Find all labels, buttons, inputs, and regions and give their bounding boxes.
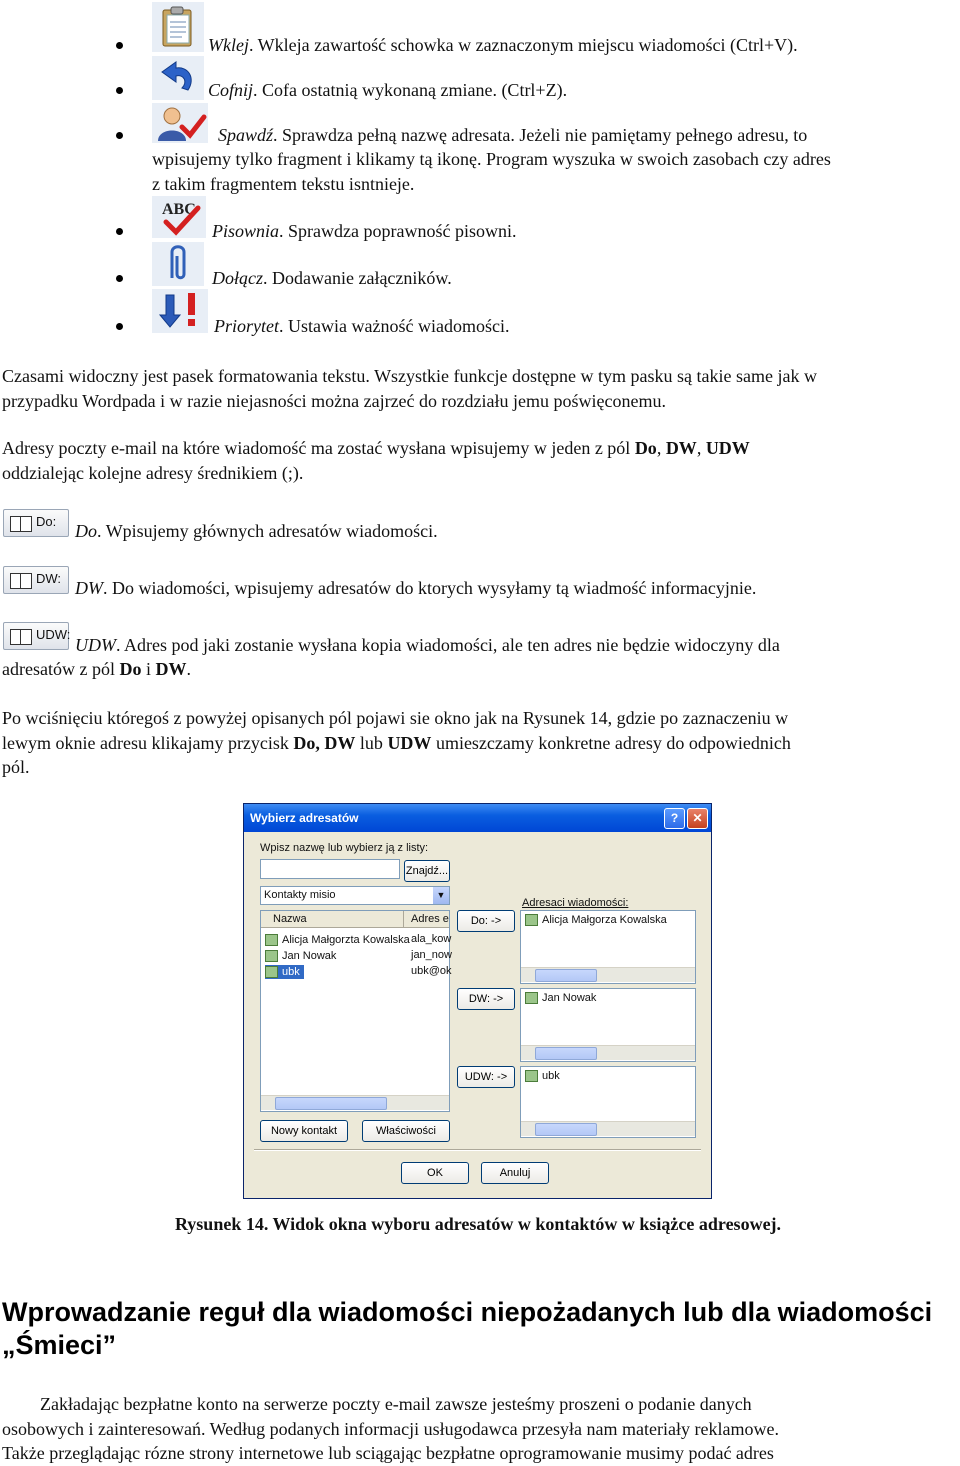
check-names-description-l2: wpisujemy tylko fragment i klikamy tą ikonę. Program wyszuka w swoich zasobach czy adres [152,149,831,169]
paragraph-line: Po wciśnięciu któregoś z powyżej opisanych pól pojawi sie okno jak na Rysunek 14, gdzie po zaznaczeniu w [2,708,789,728]
scroll-thumb[interactable] [535,1123,597,1136]
dialog-titlebar [244,804,711,832]
spelling-description: Pisownia. Sprawdza poprawność pisowni. [212,221,517,241]
item-name: Pisownia [212,221,280,241]
paragraph-line [2,731,958,756]
bullet [116,132,123,139]
find-button[interactable]: Znajdź... [404,860,450,882]
paragraph-line [2,436,958,461]
field-name: Do [75,521,97,541]
column-divider [403,911,404,927]
field-name: DW [75,578,103,598]
svg-text:ABC: ABC [162,201,196,218]
item-name: Dołącz [212,268,263,288]
text: . [186,659,191,679]
clipboard-icon [152,2,204,52]
cc-field-description: DW. Do wiadomości, wpisujemy adresatów do ktorych wysyłamy tą wiadmość informacyjnie. [75,578,757,598]
field-name: UDW [705,438,750,458]
close-button[interactable]: ✕ [687,808,708,829]
cancel-button[interactable]: Anuluj [481,1162,549,1184]
item-name: Cofnij [208,80,254,100]
bullet [116,228,123,235]
contact-card-icon [525,1070,538,1082]
bullet [116,323,123,330]
text: i [141,659,156,679]
scroll-thumb[interactable] [535,969,597,982]
check-names-description-l3: z takim fragmentem tekstu isntnieje. [152,174,415,194]
contact-card-icon [525,914,538,926]
final-paragraph [2,1392,958,1466]
contact-email: ala_kow [411,933,452,945]
contact-row[interactable] [265,933,410,947]
address-book-icon [10,629,32,645]
field-desc: Adres pod jaki zostanie wysłana kopia wiadomości, ale ten adres nie będzie widoczyny dla [124,635,780,655]
new-contact-button[interactable]: Nowy kontakt [260,1120,348,1142]
figure-caption: Rysunek 14. Widok okna wyboru adresatów w kontaktów w książce adresowej. [174,1214,782,1234]
field-name: UDW [75,635,116,655]
search-label: Wpisz nazwę lub wybierz ją z listy: [260,842,429,854]
contact-row[interactable] [265,949,336,963]
contact-name: Alicja Małgorzta Kowalska [282,934,410,946]
spelling-icon [152,196,206,238]
horizontal-scrollbar[interactable] [521,967,695,982]
recipients-label: Adresaci wiadomości: [522,897,629,909]
contact-name: Jan Nowak [282,950,337,962]
item-desc: Ustawia ważność wiadomości. [288,316,510,336]
attach-description: Dołącz. Dodawanie załączników. [212,268,452,288]
bullet [116,42,123,49]
select-value: Kontakty misio [264,889,336,901]
undo-description: Cofnij. Cofa ostatnią wykonaną zmiane. (Ctrl+Z). [208,80,568,100]
bcc-field-button [3,622,69,650]
text: umieszczamy konkretne adresy do odpowiednich [431,732,791,753]
scroll-thumb[interactable] [535,1047,597,1060]
contact-card-icon [265,950,278,962]
check-names-icon [152,103,208,143]
item-desc: Sprawdza poprawność pisowni. [288,221,517,241]
field-name: Do [634,438,657,458]
addresses-paragraph [2,436,958,485]
field-name: Do [119,659,142,679]
contacts-list[interactable] [260,910,450,1112]
recipient-row[interactable] [525,913,667,927]
paragraph-line: pól. [2,757,30,777]
paragraph-line: przypadku Wordpada i w razie niejasności można zajrzeć do rozdziału jemu poświęconemu. [2,390,666,411]
horizontal-scrollbar[interactable] [521,1045,695,1060]
button-names: UDW [387,732,432,753]
bcc-field-description-l2 [2,657,191,681]
divider [254,1149,701,1151]
contact-card-icon [525,992,538,1004]
paragraph-line: Także przeglądając rózne strony internetowe lub sciągając bezpłatne oprogramowanie musimy podać adres [2,1443,774,1463]
paperclip-icon [152,242,204,286]
recipient-row[interactable] [525,1069,560,1083]
horizontal-scrollbar[interactable] [521,1121,695,1136]
button-label: UDW: [36,627,71,642]
select-recipients-dialog [243,803,712,1199]
item-name: Priorytet [214,316,279,336]
item-desc: Cofa ostatnią wykonaną zmiane. (Ctrl+Z). [262,80,568,100]
chevron-down-icon[interactable]: ▼ [433,887,449,904]
recipient-row[interactable] [525,991,596,1005]
paragraph-line: Zakładając bezpłatne konto na serwerze poczty e-mail zawsze jesteśmy proszeni o podanie danych [40,1394,752,1414]
button-label: Do: [36,514,57,529]
paragraph-line: Czasami widoczny jest pasek formatowania tekstu. Wszystkie funkcje dostępne w tym pasku są takie same jak w [2,366,817,386]
paragraph-line: oddzialejąc kolejne adresy średnikiem (;). [2,462,304,483]
field-desc: Wpisujemy głównych adresatów wiadomości. [105,521,438,541]
ok-button[interactable]: OK [401,1162,469,1184]
item-name: Wklej [208,35,249,55]
field-desc: Do wiadomości, wpisujemy adresatów do ktorych wysyłamy tą wiadmość informacyjnie. [112,578,757,598]
help-button[interactable]: ? [664,808,685,829]
button-names: Do, DW [293,732,356,753]
column-email[interactable]: Adres e [411,913,449,925]
address-book-icon [10,573,32,589]
cc-recipients-list[interactable] [520,988,696,1062]
button-label: DW: [36,571,62,586]
item-desc: Dodawanie załączników. [272,268,452,288]
priority-description: Priorytet. Ustawia ważność wiadomości. [214,316,510,336]
to-field-description: Do. Wpisujemy głównych adresatów wiadomości. [75,521,438,541]
dialog-title: Wybierz adresatów [250,811,359,825]
undo-icon [152,56,204,100]
contact-card-icon [265,966,278,978]
properties-button[interactable]: Właściwości [362,1120,450,1142]
after-paragraph [2,706,958,780]
paste-description: Wklej. Wkleja zawartość schowka w zaznaczonym miejscu wiadomości (Ctrl+V). [208,35,798,55]
field-name: DW [665,438,697,458]
item-name: Spawdź [218,125,274,145]
search-input[interactable] [260,859,400,879]
check-names-description-l1: Spawdź. Sprawdza pełną nazwę adresata. Jeżeli nie pamiętamy pełnego adresu, to [218,125,808,145]
horizontal-scrollbar[interactable] [261,1095,449,1110]
scroll-thumb[interactable] [275,1097,387,1110]
contact-card-icon [265,934,278,946]
contact-row-selected[interactable] [265,965,304,979]
text: adresatów z pól [2,659,120,679]
text: lub [355,732,388,753]
formatting-paragraph [2,364,958,413]
contact-email: jan_now [411,949,452,961]
priority-icon [152,289,208,333]
text: Adresy poczty e-mail na które wiadomość ma zostać wysłana wpisujemy w jeden z pól [2,438,635,458]
contact-email: ubk@ok [411,965,452,977]
to-recipients-list[interactable] [520,910,696,984]
text: , [656,438,666,458]
recipient-name: Alicja Małgorza Kowalska [542,914,667,926]
column-name[interactable]: Nazwa [273,913,307,925]
recipient-name: Jan Nowak [542,992,597,1004]
address-book-icon [10,516,32,532]
list-header [261,911,449,928]
item-desc: Sprawdza pełną nazwę adresata. Jeżeli nie pamiętamy pełnego adresu, to [282,125,808,145]
to-add-button[interactable]: Do: -> [457,910,515,932]
cc-field-button [3,566,69,594]
cc-add-button[interactable]: DW: -> [457,988,515,1010]
bullet [116,87,123,94]
contact-name: ubk [282,966,300,978]
bcc-field-description-l1: UDW. Adres pod jaki zostanie wysłana kopia wiadomości, ale ten adres nie będzie widoczyny dla [75,635,780,655]
contacts-source-select[interactable] [260,886,450,905]
text: lewym oknie adresu klikajamy przycisk [2,732,294,753]
section-heading: Wprowadzanie reguł dla wiadomości niepożadanych lub dla wiadomości „Śmieci” [2,1297,933,1360]
text: , [696,438,706,458]
bcc-recipients-list[interactable] [520,1066,696,1138]
item-desc: Wkleja zawartość schowka w zaznaczonym miejscu wiadomości (Ctrl+V). [257,35,798,55]
bullet [116,275,123,282]
bcc-add-button[interactable]: UDW: -> [457,1066,515,1088]
to-field-button [3,509,69,537]
field-name: DW [155,659,187,679]
paragraph-line: osobowych i zainteresowań. Według podanych informacji usługodawca przesyła nam materiały reklamowe. [2,1418,779,1439]
recipient-name: ubk [542,1070,560,1082]
